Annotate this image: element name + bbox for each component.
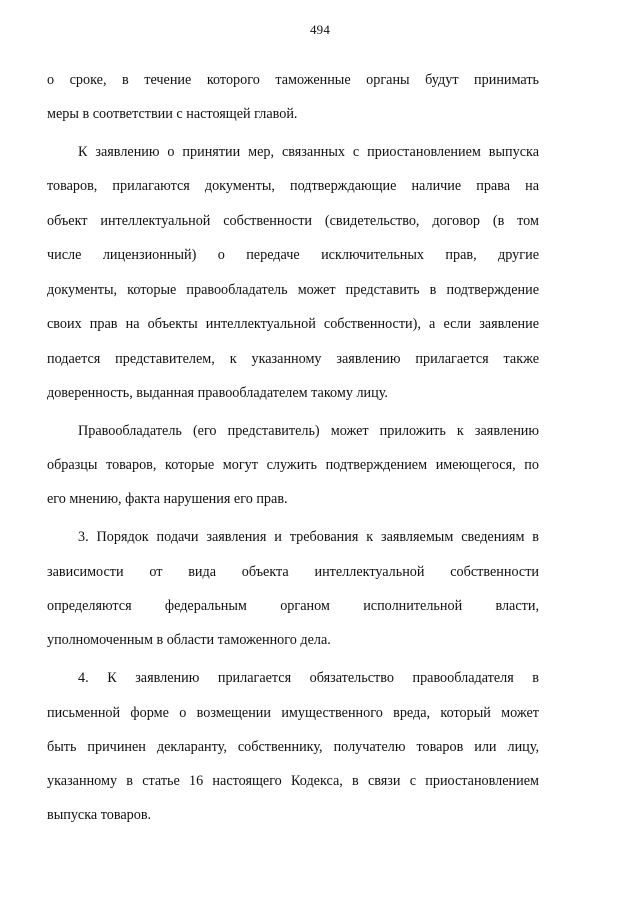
text-line: товаров, прилагаются документы, подтверждающие наличие права на [47, 178, 539, 194]
text-line: уполномоченным в области таможенного дела. [47, 632, 331, 648]
text-line: быть причинен декларанту, собственнику, получателю товаров или лицу, [47, 739, 539, 755]
text-line: 4. К заявлению прилагается обязательство правообладателя в [78, 670, 539, 686]
text-line: своих прав на объекты интеллектуальной собственности), а если заявление [47, 316, 539, 332]
text-line: указанному в статье 16 настоящего Кодекса, в связи с приостановлением [47, 773, 539, 789]
text-line: о сроке, в течение которого таможенные органы будут принимать [47, 72, 539, 88]
text-line: К заявлению о принятии мер, связанных с приостановлением выпуска [78, 144, 539, 160]
text-line: документы, которые правообладатель может представить в подтверждение [47, 282, 539, 298]
text-line: письменной форме о возмещении имущественного вреда, который может [47, 705, 539, 721]
text-line: зависимости от вида объекта интеллектуальной собственности [47, 564, 539, 580]
text-line: числе лицензионный) о передаче исключительных прав, другие [47, 247, 539, 263]
page-number: 494 [309, 22, 331, 37]
text-line: определяются федеральным органом исполнительной власти, [47, 598, 539, 614]
text-line: его мнению, факта нарушения его прав. [47, 491, 288, 507]
text-line: меры в соответствии с настоящей главой. [47, 106, 298, 122]
text-line: Правообладатель (его представитель) может приложить к заявлению [78, 423, 539, 439]
text-line: подается представителем, к указанному заявлению прилагается также [47, 351, 539, 367]
text-line: выпуска товаров. [47, 807, 152, 823]
text-line: 3. Порядок подачи заявления и требования к заявляемым сведениям в [78, 529, 539, 545]
text-line: доверенность, выданная правообладателем такому лицу. [47, 385, 388, 401]
text-line: объект интеллектуальной собственности (свидетельство, договор (в том [47, 213, 539, 229]
text-line: образцы товаров, которые могут служить подтверждением имеющегося, по [47, 457, 539, 473]
